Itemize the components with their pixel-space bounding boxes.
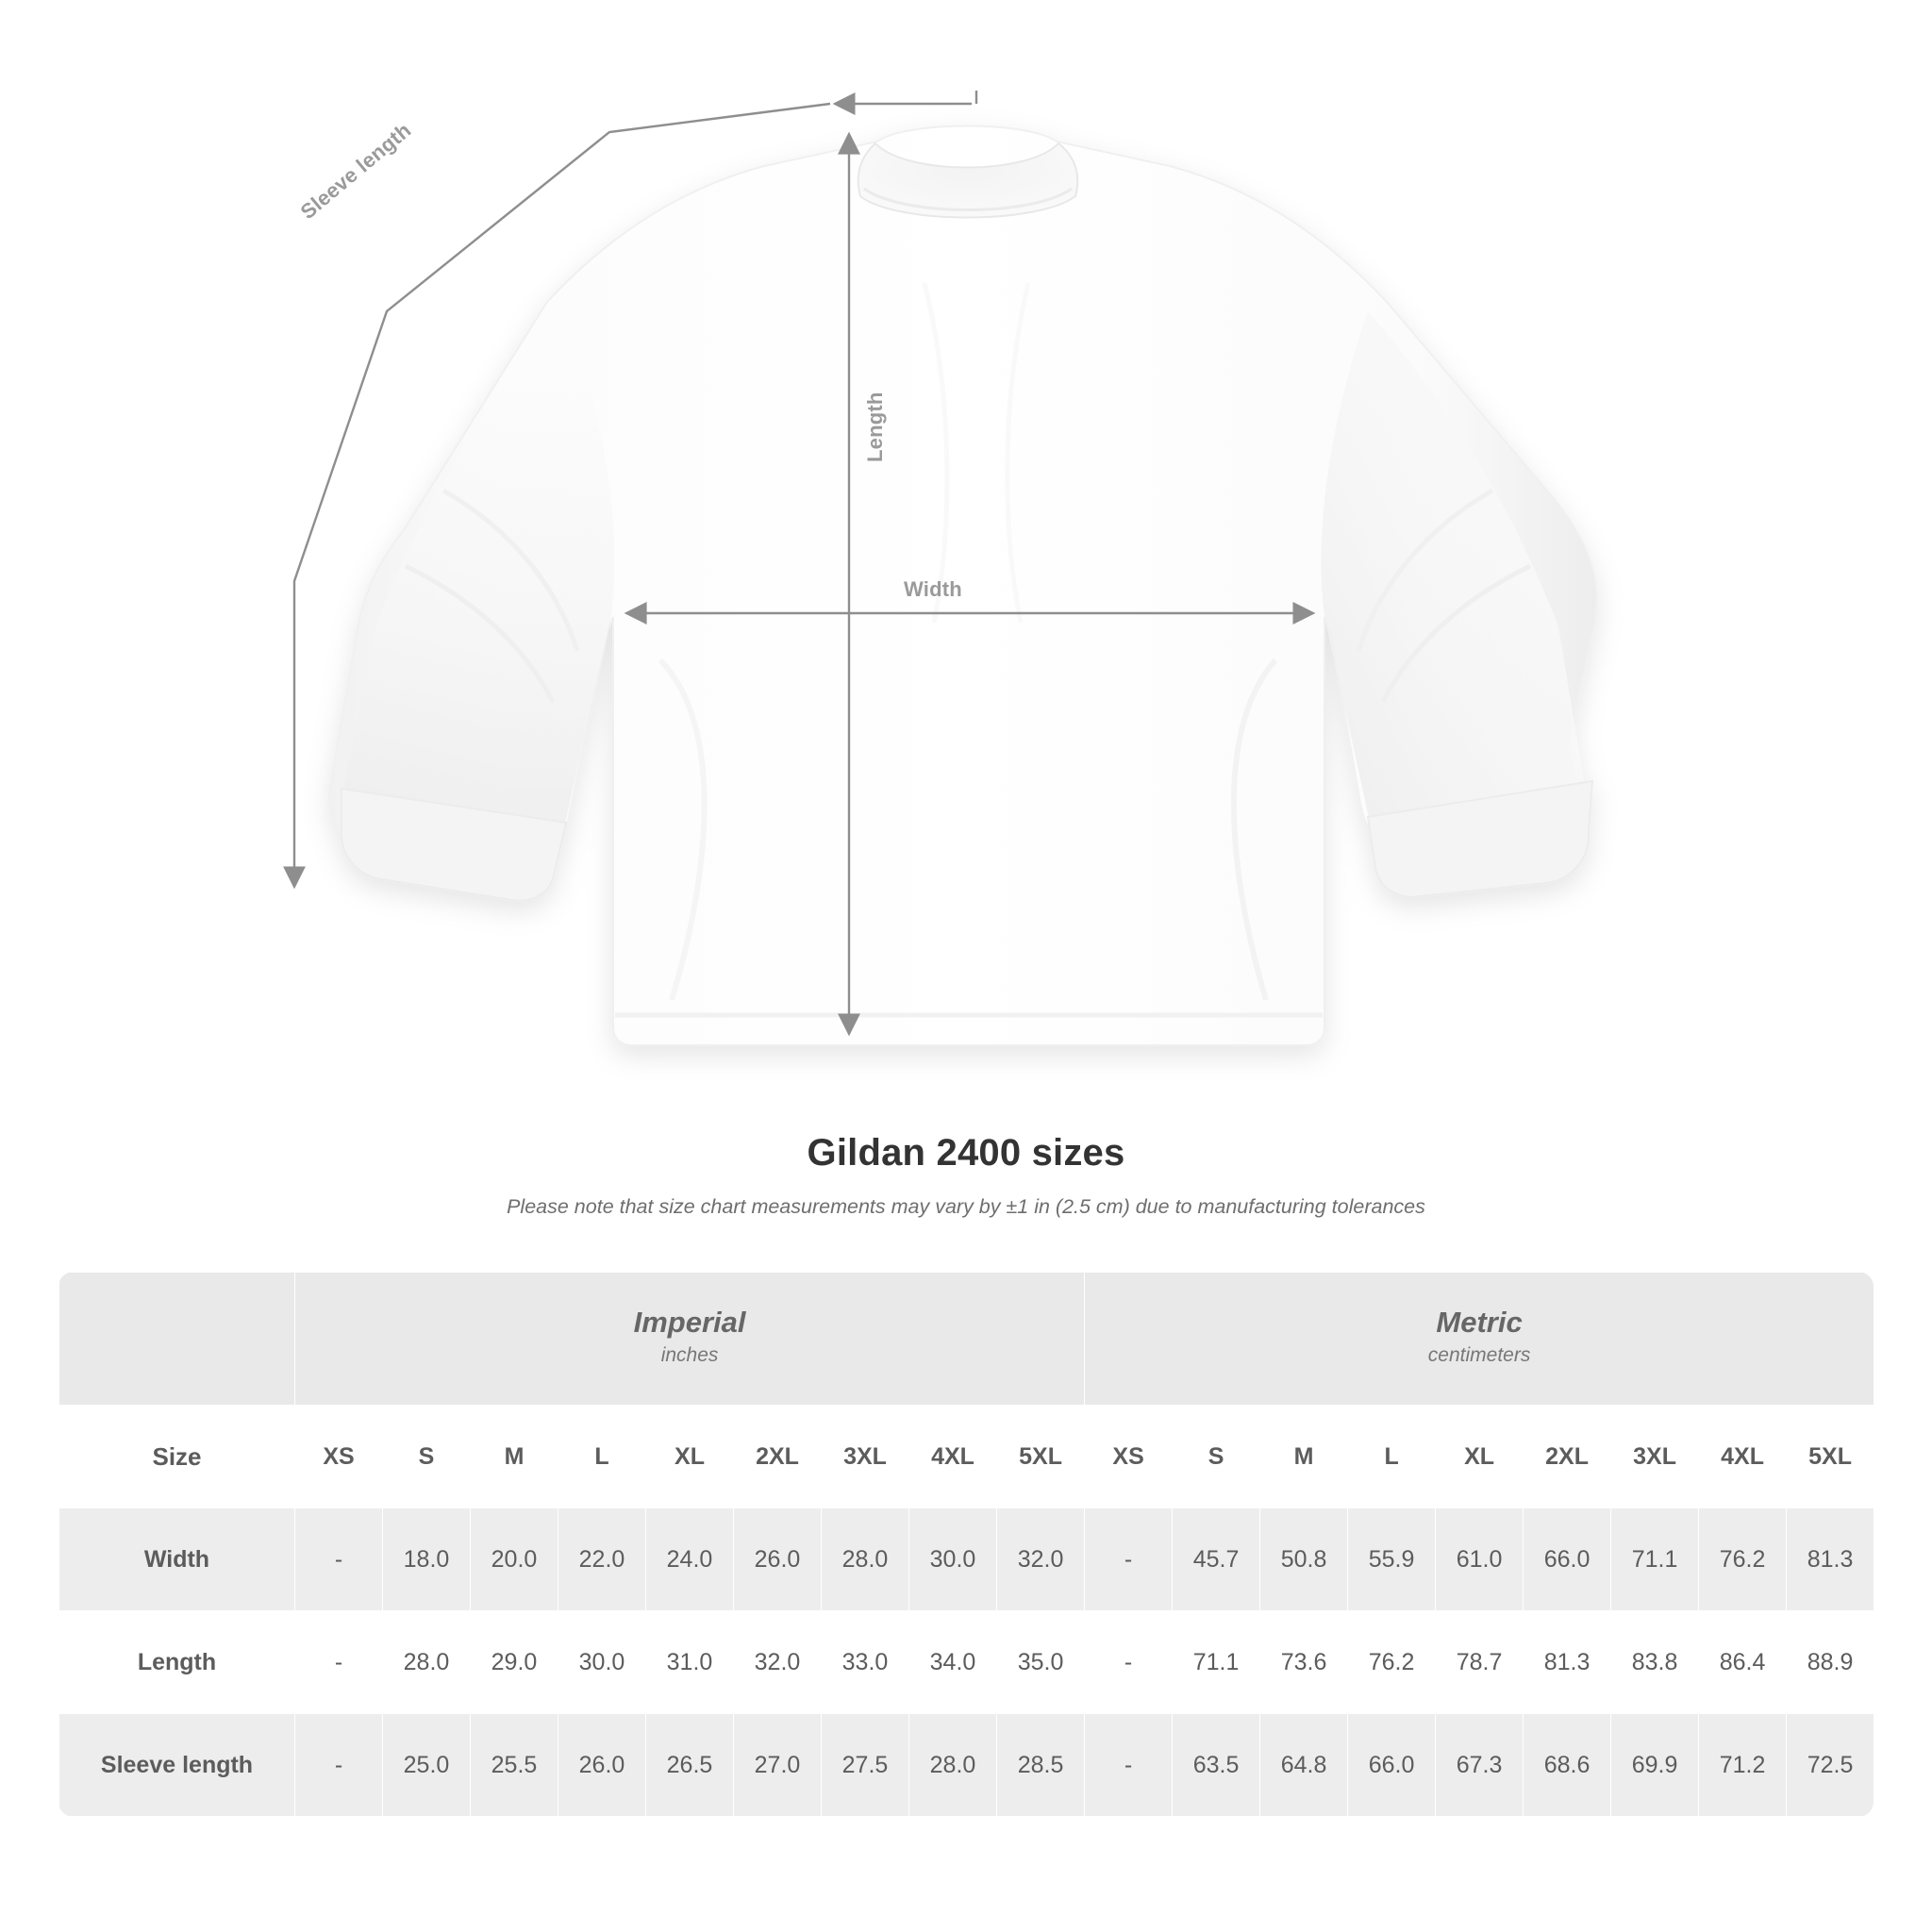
cell-length-in-4xl: 34.0 — [909, 1611, 997, 1714]
cell-length-cm-s: 71.1 — [1173, 1611, 1260, 1714]
size-header-metric-xs: XS — [1085, 1406, 1173, 1508]
cell-sleeve-cm-xl: 67.3 — [1436, 1714, 1524, 1817]
cell-length-cm-2xl: 81.3 — [1524, 1611, 1611, 1714]
unit-header-row — [59, 1273, 1874, 1406]
size-chart-table-wrap — [58, 1272, 1874, 1817]
cell-length-in-3xl: 33.0 — [822, 1611, 909, 1714]
tolerance-note: Please note that size chart measurements may vary by ±1 in (2.5 cm) due to manufacturing tolerances — [507, 1195, 1425, 1218]
page-title: Gildan 2400 sizes — [807, 1132, 1125, 1174]
cell-sleeve-in-4xl: 28.0 — [909, 1714, 997, 1817]
unit-imperial-sub: inches — [660, 1344, 719, 1367]
cell-sleeve-in-xs: - — [295, 1714, 383, 1817]
size-header-metric-xl: XL — [1436, 1406, 1524, 1508]
cell-width-in-4xl: 30.0 — [909, 1508, 997, 1611]
cell-length-in-m: 29.0 — [471, 1611, 558, 1714]
cell-sleeve-in-s: 25.0 — [383, 1714, 471, 1817]
cell-length-in-l: 30.0 — [558, 1611, 646, 1714]
cell-length-in-2xl: 32.0 — [734, 1611, 822, 1714]
cell-length-in-xl: 31.0 — [646, 1611, 734, 1714]
size-header-row — [59, 1406, 1874, 1508]
size-header-imperial-2xl: 2XL — [734, 1406, 822, 1508]
unit-metric-label: Metric — [1436, 1306, 1523, 1340]
cell-length-in-5xl: 35.0 — [997, 1611, 1085, 1714]
size-header-metric-m: M — [1260, 1406, 1348, 1508]
unit-group-imperial — [295, 1273, 1085, 1406]
cell-width-in-3xl: 28.0 — [822, 1508, 909, 1611]
width-annotation: Width — [904, 577, 962, 601]
cell-sleeve-cm-2xl: 68.6 — [1524, 1714, 1611, 1817]
cell-width-cm-xs: - — [1085, 1508, 1173, 1611]
cell-sleeve-in-3xl: 27.5 — [822, 1714, 909, 1817]
cell-sleeve-cm-3xl: 69.9 — [1611, 1714, 1699, 1817]
cell-width-cm-5xl: 81.3 — [1787, 1508, 1874, 1611]
cell-width-in-s: 18.0 — [383, 1508, 471, 1611]
cell-width-in-2xl: 26.0 — [734, 1508, 822, 1611]
size-header-imperial-4xl: 4XL — [909, 1406, 997, 1508]
size-header-imperial-xs: XS — [295, 1406, 383, 1508]
cell-sleeve-cm-4xl: 71.2 — [1699, 1714, 1787, 1817]
cell-length-cm-xl: 78.7 — [1436, 1611, 1524, 1714]
row-label-length: Length — [59, 1611, 295, 1714]
size-header-metric-4xl: 4XL — [1699, 1406, 1787, 1508]
cell-sleeve-in-l: 26.0 — [558, 1714, 646, 1817]
unit-imperial-label: Imperial — [633, 1306, 746, 1340]
cell-sleeve-in-5xl: 28.5 — [997, 1714, 1085, 1817]
size-header-imperial-5xl: 5XL — [997, 1406, 1085, 1508]
cell-length-cm-l: 76.2 — [1348, 1611, 1436, 1714]
cell-width-cm-xl: 61.0 — [1436, 1508, 1524, 1611]
cell-length-cm-m: 73.6 — [1260, 1611, 1348, 1714]
cell-length-in-s: 28.0 — [383, 1611, 471, 1714]
size-header-metric-s: S — [1173, 1406, 1260, 1508]
size-header-imperial-xl: XL — [646, 1406, 734, 1508]
cell-sleeve-in-xl: 26.5 — [646, 1714, 734, 1817]
cell-width-in-m: 20.0 — [471, 1508, 558, 1611]
cell-width-cm-m: 50.8 — [1260, 1508, 1348, 1611]
size-header-metric-3xl: 3XL — [1611, 1406, 1699, 1508]
cell-sleeve-cm-l: 66.0 — [1348, 1714, 1436, 1817]
size-header-metric-2xl: 2XL — [1524, 1406, 1611, 1508]
size-header-imperial-3xl: 3XL — [822, 1406, 909, 1508]
row-label-width: Width — [59, 1508, 295, 1611]
cell-width-cm-s: 45.7 — [1173, 1508, 1260, 1611]
length-annotation: Length — [863, 391, 887, 462]
size-header-metric-5xl: 5XL — [1787, 1406, 1874, 1508]
cell-width-in-l: 22.0 — [558, 1508, 646, 1611]
cell-length-in-xs: - — [295, 1611, 383, 1714]
cell-width-in-xl: 24.0 — [646, 1508, 734, 1611]
title-block — [0, 1132, 1932, 1219]
table-row-width — [59, 1508, 1874, 1611]
table-row-length — [59, 1611, 1874, 1714]
cell-sleeve-in-2xl: 27.0 — [734, 1714, 822, 1817]
tshirt-shape — [329, 126, 1597, 1046]
unit-group-metric — [1085, 1273, 1874, 1406]
cell-sleeve-in-m: 25.5 — [471, 1714, 558, 1817]
cell-width-cm-3xl: 71.1 — [1611, 1508, 1699, 1611]
cell-length-cm-4xl: 86.4 — [1699, 1611, 1787, 1714]
size-header-imperial-m: M — [471, 1406, 558, 1508]
table-corner-cell — [59, 1273, 295, 1406]
size-header-metric-l: L — [1348, 1406, 1436, 1508]
unit-metric-sub: centimeters — [1427, 1344, 1531, 1367]
cell-width-in-5xl: 32.0 — [997, 1508, 1085, 1611]
size-header-imperial-s: S — [383, 1406, 471, 1508]
size-chart-table — [58, 1272, 1874, 1817]
table-row-sleeve-length — [59, 1714, 1874, 1817]
cell-width-cm-2xl: 66.0 — [1524, 1508, 1611, 1611]
cell-sleeve-cm-xs: - — [1085, 1714, 1173, 1817]
cell-length-cm-5xl: 88.9 — [1787, 1611, 1874, 1714]
cell-width-cm-4xl: 76.2 — [1699, 1508, 1787, 1611]
row-label-sleeve-length: Sleeve length — [59, 1714, 295, 1817]
cell-sleeve-cm-5xl: 72.5 — [1787, 1714, 1874, 1817]
cell-width-cm-l: 55.9 — [1348, 1508, 1436, 1611]
cell-sleeve-cm-s: 63.5 — [1173, 1714, 1260, 1817]
size-header-imperial-l: L — [558, 1406, 646, 1508]
cell-length-cm-3xl: 83.8 — [1611, 1611, 1699, 1714]
cell-width-in-xs: - — [295, 1508, 383, 1611]
cell-length-cm-xs: - — [1085, 1611, 1173, 1714]
size-header-label: Size — [59, 1406, 295, 1508]
cell-sleeve-cm-m: 64.8 — [1260, 1714, 1348, 1817]
sleeve-length-annotation: Sleeve length — [295, 118, 416, 225]
